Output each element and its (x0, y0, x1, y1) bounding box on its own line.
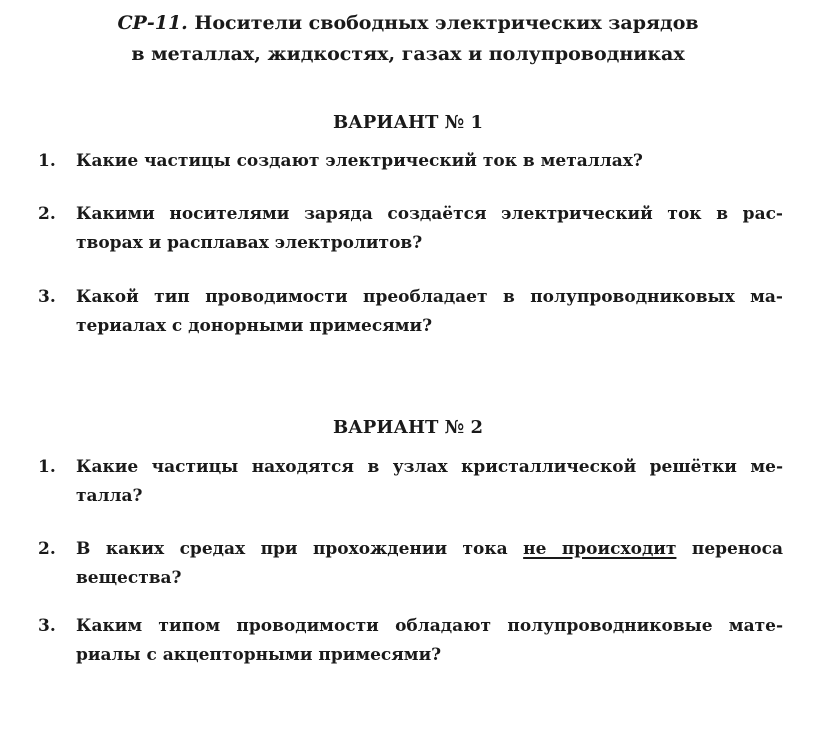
emphasis-underlined: не происходит (523, 539, 677, 559)
question-text-after: переноса (676, 539, 783, 559)
question-text-line-1: Какими носителями заряда создаётся электрический ток в рас- (76, 204, 783, 224)
question-number: 3. (38, 616, 56, 636)
question-text-line-2: риалы с акцепторными примесями? (76, 645, 442, 665)
variant-2-question-2 (38, 535, 783, 593)
variant-1-question-1 (38, 147, 783, 176)
title-line-2: в металлах, жидкостях, газах и полупроводниках (131, 43, 685, 65)
question-number: 2. (38, 539, 56, 559)
question-text-line-1: Какой тип проводимости преобладает в полупроводниковых ма- (76, 287, 783, 307)
title-text-1: Носители свободных электрических зарядов (194, 12, 699, 34)
question-text-line-1 (76, 535, 783, 564)
question-number: 1. (38, 151, 56, 171)
variant-2-question-1 (38, 453, 783, 511)
question-text-line-2: творах и расплавах электролитов? (76, 233, 423, 253)
variant-1-heading: ВАРИАНТ № 1 (332, 112, 484, 133)
question-text-line-1: Какие частицы создают электрический ток в металлах? (76, 151, 643, 171)
variant-2-question-3 (38, 612, 783, 670)
question-text-line-2: вещества? (76, 568, 182, 588)
worksheet-code: СР-11. (117, 12, 188, 34)
variant-1-question-3 (38, 283, 783, 341)
page-title (0, 8, 816, 70)
variant-2-heading: ВАРИАНТ № 2 (332, 417, 484, 438)
variant-1-question-2 (38, 200, 783, 258)
title-line-1 (0, 8, 816, 39)
question-number: 3. (38, 287, 56, 307)
question-text-line-1: Каким типом проводимости обладают полупроводниковые мате- (76, 616, 783, 636)
question-number: 2. (38, 204, 56, 224)
question-text-line-2: талла? (76, 486, 143, 506)
question-text-before: В каких средах при прохождении тока (76, 539, 524, 559)
question-number: 1. (38, 457, 56, 477)
question-text-line-1: Какие частицы находятся в узлах кристаллической решётки ме- (76, 457, 783, 477)
question-text-line-2: териалах с донорными примесями? (76, 316, 433, 336)
